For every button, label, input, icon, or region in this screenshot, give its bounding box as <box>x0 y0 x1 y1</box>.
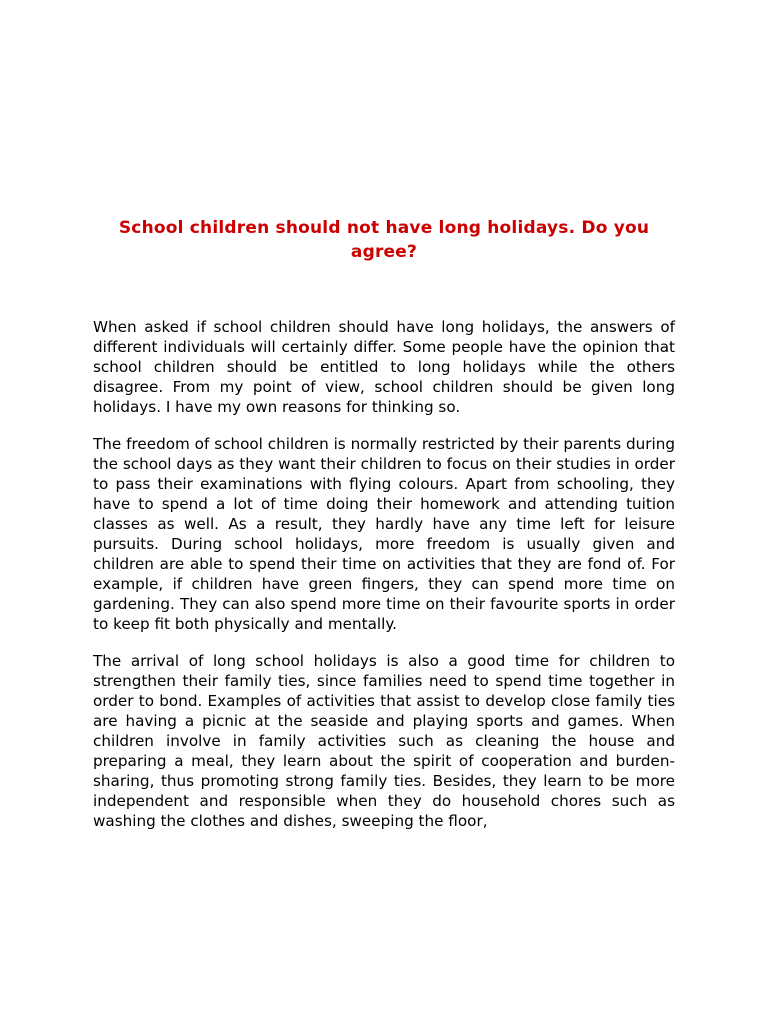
essay-title: School children should not have long holidays. Do you agree? <box>118 218 650 262</box>
essay-body <box>93 317 675 848</box>
paragraph-3: The arrival of long school holidays is also a good time for children to strengthen their family ties, since families need to spend time together in order to bond. Examples of activities that assist to develop close family ties are having a picnic at the seaside and playing sports and games. When children involve in family activities such as cleaning the house and preparing a meal, they learn about the spirit of cooperation and burden-sharing, thus promoting strong family ties. Besides, they learn to be more independent and responsible when they do household chores such as washing the clothes and dishes, sweeping the floor, <box>93 652 675 830</box>
paragraph-2: The freedom of school children is normally restricted by their parents during the school days as they want their children to focus on their studies in order to pass their examinations with flying colours. Apart from schooling, they have to spend a lot of time doing their homework and attending tuition classes as well. As a result, they hardly have any time left for leisure pursuits. During school holidays, more freedom is usually given and children are able to spend their time on activities that they are fond of. For example, if children have green fingers, they can spend more time on gardening. They can also spend more time on their favourite sports in order to keep fit both physically and mentally. <box>93 435 675 633</box>
paragraph-1: When asked if school children should have long holidays, the answers of different individuals will certainly differ. Some people have the opinion that school children should be entitled to long holidays while the others disagree. From my point of view, school children should be given long holidays. I have my own reasons for thinking so. <box>93 318 675 416</box>
